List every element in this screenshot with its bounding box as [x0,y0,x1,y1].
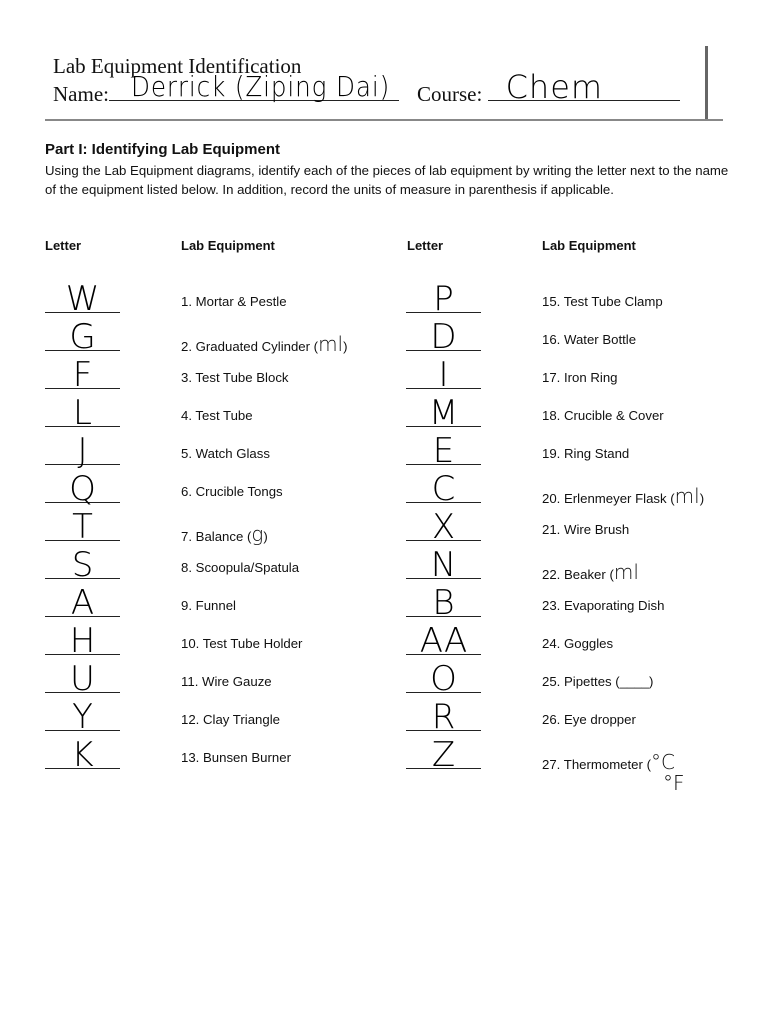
equipment-label: 25. Pipettes (____) [542,674,654,689]
answer-blank[interactable] [45,545,120,585]
answer-letter: Q [69,469,96,509]
equipment-label: 24. Goggles [542,636,614,651]
answer-letter: P [433,279,454,319]
equipment-item [542,598,664,613]
answer-blank[interactable] [406,355,481,395]
equipment-item [542,332,636,347]
equipment-item [542,446,629,461]
equipment-label: 12. Clay Triangle [181,712,280,727]
answer-blank[interactable] [45,659,120,699]
answer-letter: A [70,583,95,623]
answer-blank[interactable] [406,279,481,319]
answer-letter: W [65,279,100,319]
answer-blank[interactable] [45,469,120,509]
equipment-label: 19. Ring Stand [542,446,630,461]
equipment-label: 26. Eye dropper [542,712,636,727]
answer-letter: K [71,735,94,775]
answer-blank[interactable] [406,621,481,661]
equipment-item [181,446,270,461]
answer-blank[interactable] [45,431,120,471]
answer-blank[interactable] [45,507,120,547]
answer-letter: I [438,355,449,395]
part-title: Part I: Identifying Lab Equipment [45,141,281,158]
answer-letter: L [73,393,92,433]
equipment-item [181,712,280,727]
equipment-label: 18. Crucible & Cover [542,408,664,423]
name-label: Name: [53,82,109,106]
answer-letter: R [431,697,456,737]
equipment-item [181,370,289,385]
left-equipment-header: Lab Equipment [181,238,275,253]
answer-blank[interactable] [45,393,120,433]
equipment-item [542,560,639,584]
instructions: Using the Lab Equipment diagrams, identify each of the pieces of lab equipment by writing the letter next to the name of the equipment listed below. In addition, record the units of measure in parenthesis if applicable. [45,163,729,197]
equipment-item [181,560,299,575]
answer-letter: O [430,659,457,699]
equipment-label: 21. Wire Brush [542,522,630,537]
equipment-item [181,750,291,765]
course-label: Course: [416,82,483,106]
answer-letter: J [77,431,88,471]
answer-letter: U [70,659,95,699]
answer-letter: B [432,583,455,623]
answer-letter: M [428,393,459,433]
answer-letter: E [432,431,455,471]
equipment-label: 22. Beaker ( [542,567,614,582]
equipment-item [181,674,272,689]
answer-blank[interactable] [45,355,120,395]
answer-letter: C [431,469,456,509]
unit-close-paren: ) [699,491,705,506]
unit-close-paren: ) [343,339,348,354]
course-handwritten: Chem [505,68,604,106]
answer-letter: D [430,317,457,357]
answer-blank[interactable] [406,735,481,775]
equipment-item [542,636,613,651]
equipment-item [542,370,618,385]
unit-handwritten: g [251,522,264,546]
equipment-label: 13. Bunsen Burner [181,750,291,765]
answer-blank[interactable] [45,583,120,623]
answer-blank[interactable] [406,393,481,433]
equipment-item [542,712,636,727]
equipment-item [542,522,629,537]
thermometer-fahrenheit-handwritten: °F [663,771,685,795]
equipment-item [181,332,348,356]
name-course-row [53,68,680,107]
equipment-item [542,674,653,689]
equipment-label: 3. Test Tube Block [181,370,289,385]
answer-blank[interactable] [406,659,481,699]
equipment-item [542,484,704,508]
answer-letter: AA [419,621,468,661]
right-equipment-header: Lab Equipment [542,238,636,253]
equipment-label: 5. Watch Glass [181,446,270,461]
equipment-item [181,598,236,613]
answer-letter: N [430,545,457,585]
equipment-label: 27. Thermometer ( [542,757,651,772]
answer-blank[interactable] [45,279,120,319]
unit-close-paren: ) [263,529,268,544]
answer-letter: X [431,507,456,547]
answer-blank[interactable] [406,507,481,547]
equipment-label: 1. Mortar & Pestle [181,294,287,309]
answer-blank[interactable] [45,621,120,661]
equipment-item [181,484,283,499]
equipment-item [181,636,302,651]
equipment-label: 6. Crucible Tongs [181,484,283,499]
equipment-label: 10. Test Tube Holder [181,636,303,651]
answer-blank[interactable] [406,317,481,357]
answer-blank[interactable] [406,469,481,509]
name-field[interactable] [109,70,399,103]
answer-blank[interactable] [45,317,120,357]
equipment-label: 17. Iron Ring [542,370,618,385]
equipment-item [181,294,287,309]
equipment-item [181,522,268,546]
left-letter-header: Letter [45,238,82,253]
answer-letter: H [69,621,96,661]
unit-handwritten: ml [613,560,639,584]
worksheet-title: Lab Equipment Identification [53,54,302,78]
equipment-label: 23. Evaporating Dish [542,598,665,613]
header-vertical-rule [705,46,708,120]
right-letter-header: Letter [407,238,444,253]
name-handwritten: Derrick (Ziping Dai) [130,70,391,103]
equipment-label: 7. Balance ( [181,529,252,544]
equipment-label: 11. Wire Gauze [181,674,272,689]
answer-blank[interactable] [406,545,481,585]
equipment-label: 15. Test Tube Clamp [542,294,663,309]
equipment-label: 8. Scoopula/Spatula [181,560,300,575]
equipment-item [542,294,663,309]
equipment-item [542,408,664,423]
course-field[interactable] [488,68,680,106]
equipment-label: 2. Graduated Cylinder ( [181,339,319,354]
equipment-label: 4. Test Tube [181,408,253,423]
answer-letter: Y [72,697,93,737]
answer-blank[interactable] [406,697,481,737]
equipment-item [181,408,253,423]
equipment-label: 16. Water Bottle [542,332,637,347]
answer-blank[interactable] [406,431,481,471]
answer-letter: T [72,507,93,547]
answer-blank[interactable] [45,735,120,775]
unit-handwritten: ml [674,484,700,508]
answer-letter: Z [431,735,456,775]
equipment-label: 9. Funnel [181,598,236,613]
answer-letter: G [69,317,96,357]
equipment-item [542,750,675,774]
equipment-label: 20. Erlenmeyer Flask ( [542,491,675,506]
header-divider [45,119,723,121]
answer-letter: F [72,355,93,395]
answer-blank[interactable] [406,583,481,623]
answer-blank[interactable] [45,697,120,737]
unit-handwritten: ml [318,332,344,356]
unit-handwritten: °C [650,750,675,774]
answer-letter: S [71,545,94,585]
